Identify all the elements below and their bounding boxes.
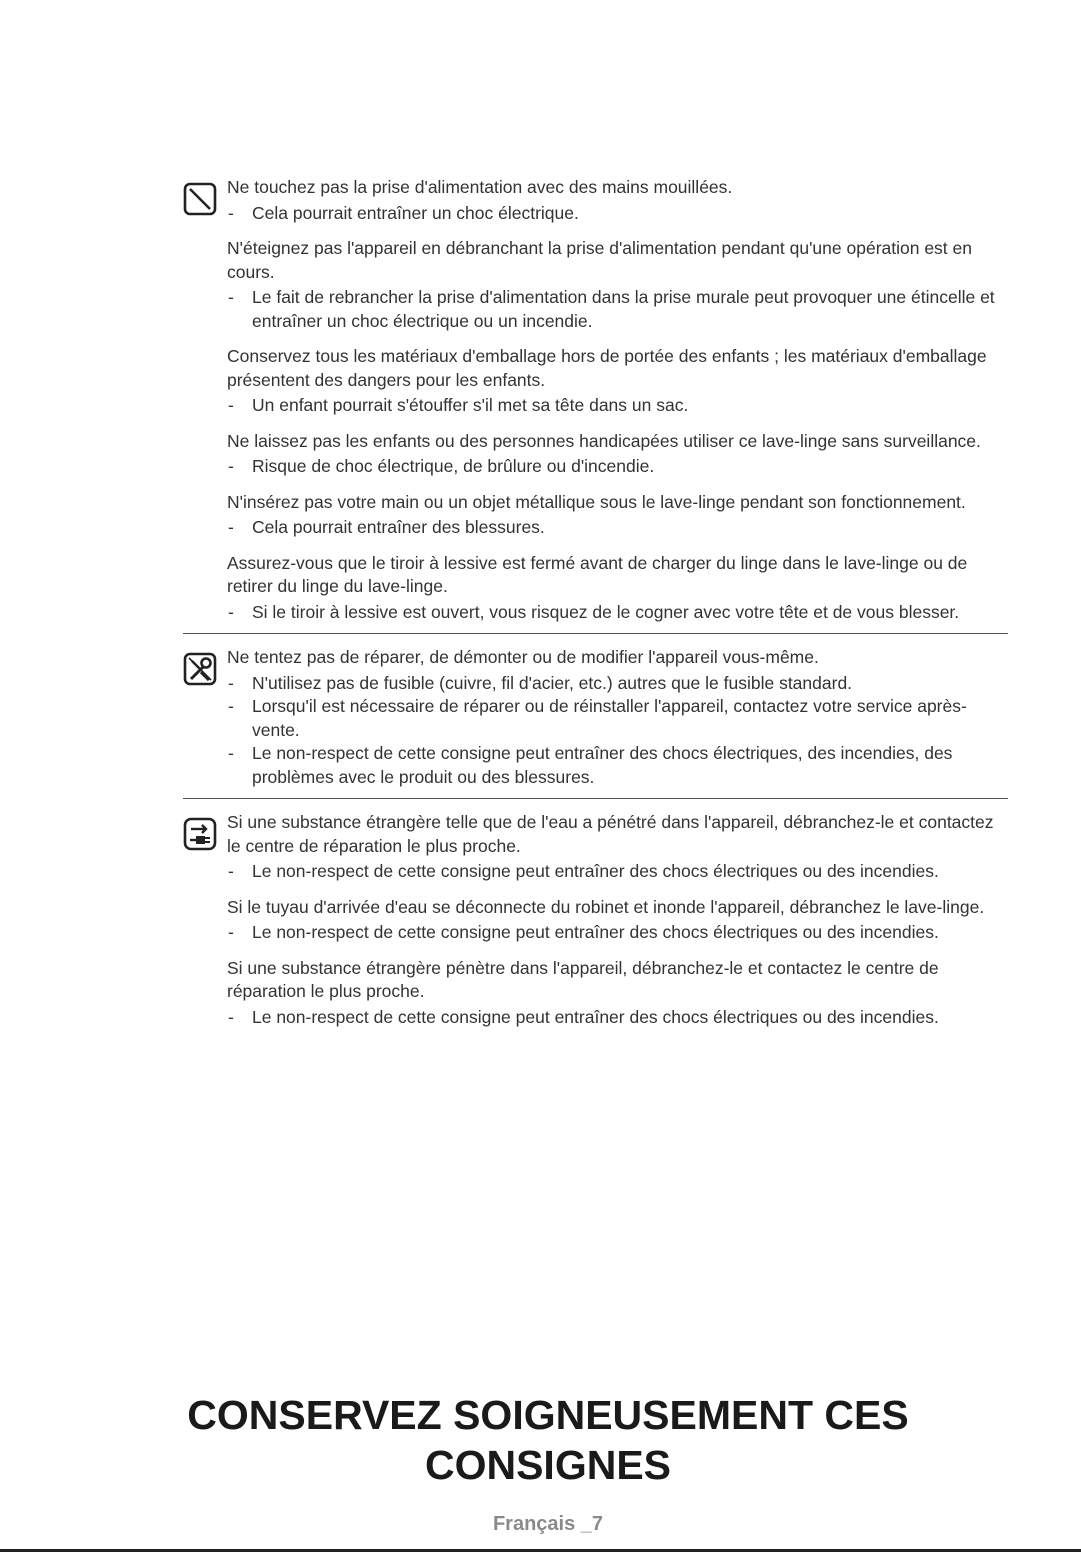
bottom-rule	[0, 1549, 1081, 1552]
footer-title-line2: CONSIGNES	[424, 1442, 672, 1488]
section-prohibited	[183, 176, 1008, 624]
instruction-bullet: - Le fait de rebrancher la prise d'alimentation dans la prise murale peut provoquer une étincelle et entraîner un choc électrique ou un incendie.	[227, 286, 1008, 333]
instruction-item	[227, 237, 1008, 333]
instruction-text: N'insérez pas votre main ou un objet métallique sous le lave-linge pendant son fonctionnement.	[227, 491, 966, 512]
instruction-item	[227, 345, 1008, 418]
section-divider	[183, 633, 1008, 634]
instruction-text: Ne laissez pas les enfants ou des personnes handicapées utiliser ce lave-linge sans surveillance.	[227, 430, 981, 451]
section-unplug	[183, 811, 1008, 1029]
instruction-text: Si une substance étrangère telle que de l'eau a pénétré dans l'appareil, débranchez-le et contactez le centre de réparation le plus proche.	[227, 812, 994, 856]
instruction-bullet: - Le non-respect de cette consigne peut entraîner des chocs électriques ou des incendies.	[227, 921, 1008, 945]
instruction-bullet: - N'utilisez pas de fusible (cuivre, fil d'acier, etc.) autres que le fusible standard.	[227, 672, 1008, 696]
instruction-text: Si le tuyau d'arrivée d'eau se déconnecte du robinet et inonde l'appareil, débranchez le lave-linge.	[227, 896, 985, 917]
instruction-bullet: - Lorsqu'il est nécessaire de réparer ou de réinstaller l'appareil, contactez votre service après-vente.	[227, 695, 1008, 742]
instruction-bullet: - Le non-respect de cette consigne peut entraîner des chocs électriques ou des incendies.	[227, 1006, 1008, 1030]
instruction-text: Conservez tous les matériaux d'emballage hors de portée des enfants ; les matériaux d'emballage présentent des dangers pour les enfants.	[227, 346, 987, 390]
unplug-icon	[183, 817, 217, 851]
instruction-item	[227, 430, 1008, 479]
instruction-item	[227, 646, 1008, 789]
prohibited-icon	[183, 182, 217, 216]
instruction-bullet: - Un enfant pourrait s'étouffer s'il met sa tête dans un sac.	[227, 394, 1008, 418]
instruction-bullet: - Cela pourrait entraîner des blessures.	[227, 516, 1008, 540]
instruction-text: Si une substance étrangère pénètre dans l'appareil, débranchez-le et contactez le centre de réparation le plus proche.	[227, 957, 939, 1001]
page-number: Français _7	[492, 1513, 604, 1535]
instruction-item	[227, 491, 1008, 540]
instruction-bullet: - Le non-respect de cette consigne peut entraîner des chocs électriques ou des incendies.	[227, 860, 1008, 884]
instruction-item	[227, 896, 1008, 945]
instruction-text: Ne tentez pas de réparer, de démonter ou de modifier l'appareil vous-même.	[227, 647, 819, 667]
do-not-disassemble-icon	[183, 652, 217, 686]
footer-title	[0, 1390, 1081, 1490]
instruction-item	[227, 957, 1008, 1030]
instruction-bullet: - Cela pourrait entraîner un choc électrique.	[227, 202, 1008, 226]
instruction-bullet: - Risque de choc électrique, de brûlure ou d'incendie.	[227, 455, 1008, 479]
instruction-bullet: - Si le tiroir à lessive est ouvert, vous risquez de le cogner avec votre tête et de vous blesser.	[227, 601, 1008, 625]
section-do-not-disassemble	[183, 646, 1008, 789]
safety-instructions	[183, 176, 1008, 1029]
footer-title-line1: CONSERVEZ SOIGNEUSEMENT CES	[187, 1392, 909, 1438]
instruction-text: N'éteignez pas l'appareil en débranchant la prise d'alimentation pendant qu'une opération est en cours.	[227, 238, 972, 282]
instruction-text: Ne touchez pas la prise d'alimentation avec des mains mouillées.	[227, 177, 733, 197]
instruction-bullet: - Le non-respect de cette consigne peut entraîner des chocs électriques, des incendies, des problèmes avec le produit ou des blessures.	[227, 742, 1008, 789]
section-divider	[183, 798, 1008, 799]
instruction-item	[227, 176, 1008, 225]
instruction-item	[227, 552, 1008, 625]
instruction-item	[227, 811, 1008, 884]
instruction-text: Assurez-vous que le tiroir à lessive est fermé avant de charger du linge dans le lave-linge ou de retirer du linge du lave-linge.	[227, 552, 968, 596]
